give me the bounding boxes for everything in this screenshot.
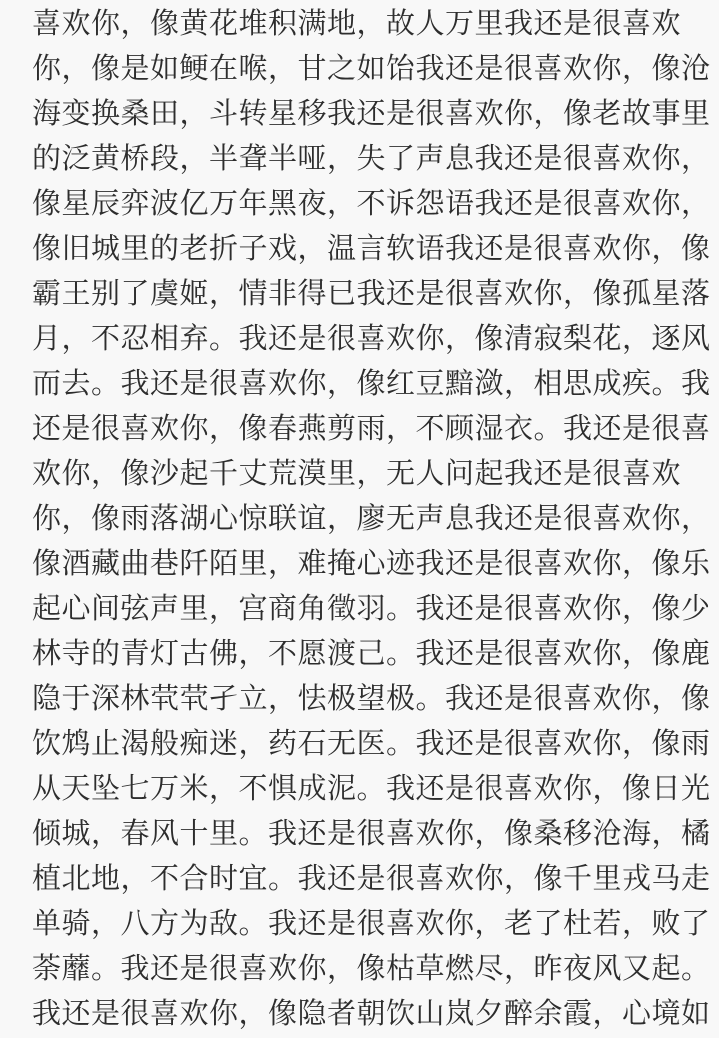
- text-line: 单骑，八方为敌。我还是很喜欢你，老了杜若，败了: [32, 906, 711, 940]
- text-line: 起心间弦声里，宫商角徵羽。我还是很喜欢你，像少: [32, 591, 711, 625]
- text-line: 喜欢你，像黄花堆积满地，故人万里我还是很喜欢: [32, 6, 682, 40]
- text-line: 霸王别了虞姬，情非得已我还是很喜欢你，像孤星落: [32, 276, 711, 310]
- text-line: 像旧城里的老折子戏，温言软语我还是很喜欢你，像: [32, 231, 711, 265]
- text-line: 海变换桑田，斗转星移我还是很喜欢你，像老故事里: [32, 96, 711, 130]
- text-line: 月，不忍相弃。我还是很喜欢你，像清寂梨花，逐风: [32, 321, 711, 355]
- text-line: 的泛黄桥段，半聋半哑，失了声息我还是很喜欢你，: [32, 141, 711, 175]
- text-line: 像星辰弈波亿万年黑夜，不诉怨语我还是很喜欢你，: [32, 186, 711, 220]
- text-line: 你，像雨落湖心惊联谊，廖无声息我还是很喜欢你，: [32, 501, 711, 535]
- text-line: 荼蘼。我还是很喜欢你，像枯草燃尽，昨夜风又起。: [32, 951, 711, 985]
- text-line: 倾城，春风十里。我还是很喜欢你，像桑移沧海，橘: [32, 816, 711, 850]
- text-line: 隐于深林茕茕孑立，怯极望极。我还是很喜欢你，像: [32, 681, 711, 715]
- text-line: 还是很喜欢你，像春燕剪雨，不顾湿衣。我还是很喜: [32, 411, 711, 445]
- text-line: 饮鸩止渴般痴迷，药石无医。我还是很喜欢你，像雨: [32, 726, 711, 760]
- text-line: 植北地，不合时宜。我还是很喜欢你，像千里戎马走: [32, 861, 711, 895]
- text-line: 欢你，像沙起千丈荒漠里，无人问起我还是很喜欢: [32, 456, 682, 490]
- text-line: 林寺的青灯古佛，不愿渡己。我还是很喜欢你，像鹿: [32, 636, 711, 670]
- text-line: 我还是很喜欢你，像隐者朝饮山岚夕醉余霞，心境如: [32, 996, 711, 1030]
- text-line: 从天坠七万米，不惧成泥。我还是很喜欢你，像日光: [32, 771, 711, 805]
- text-line: 像酒藏曲巷阡陌里，难掩心迹我还是很喜欢你，像乐: [32, 546, 711, 580]
- text-line: 你，像是如鲠在喉，甘之如饴我还是很喜欢你，像沧: [32, 51, 711, 85]
- text-line: 而去。我还是很喜欢你，像红豆黯潋，相思成疾。我: [32, 366, 711, 400]
